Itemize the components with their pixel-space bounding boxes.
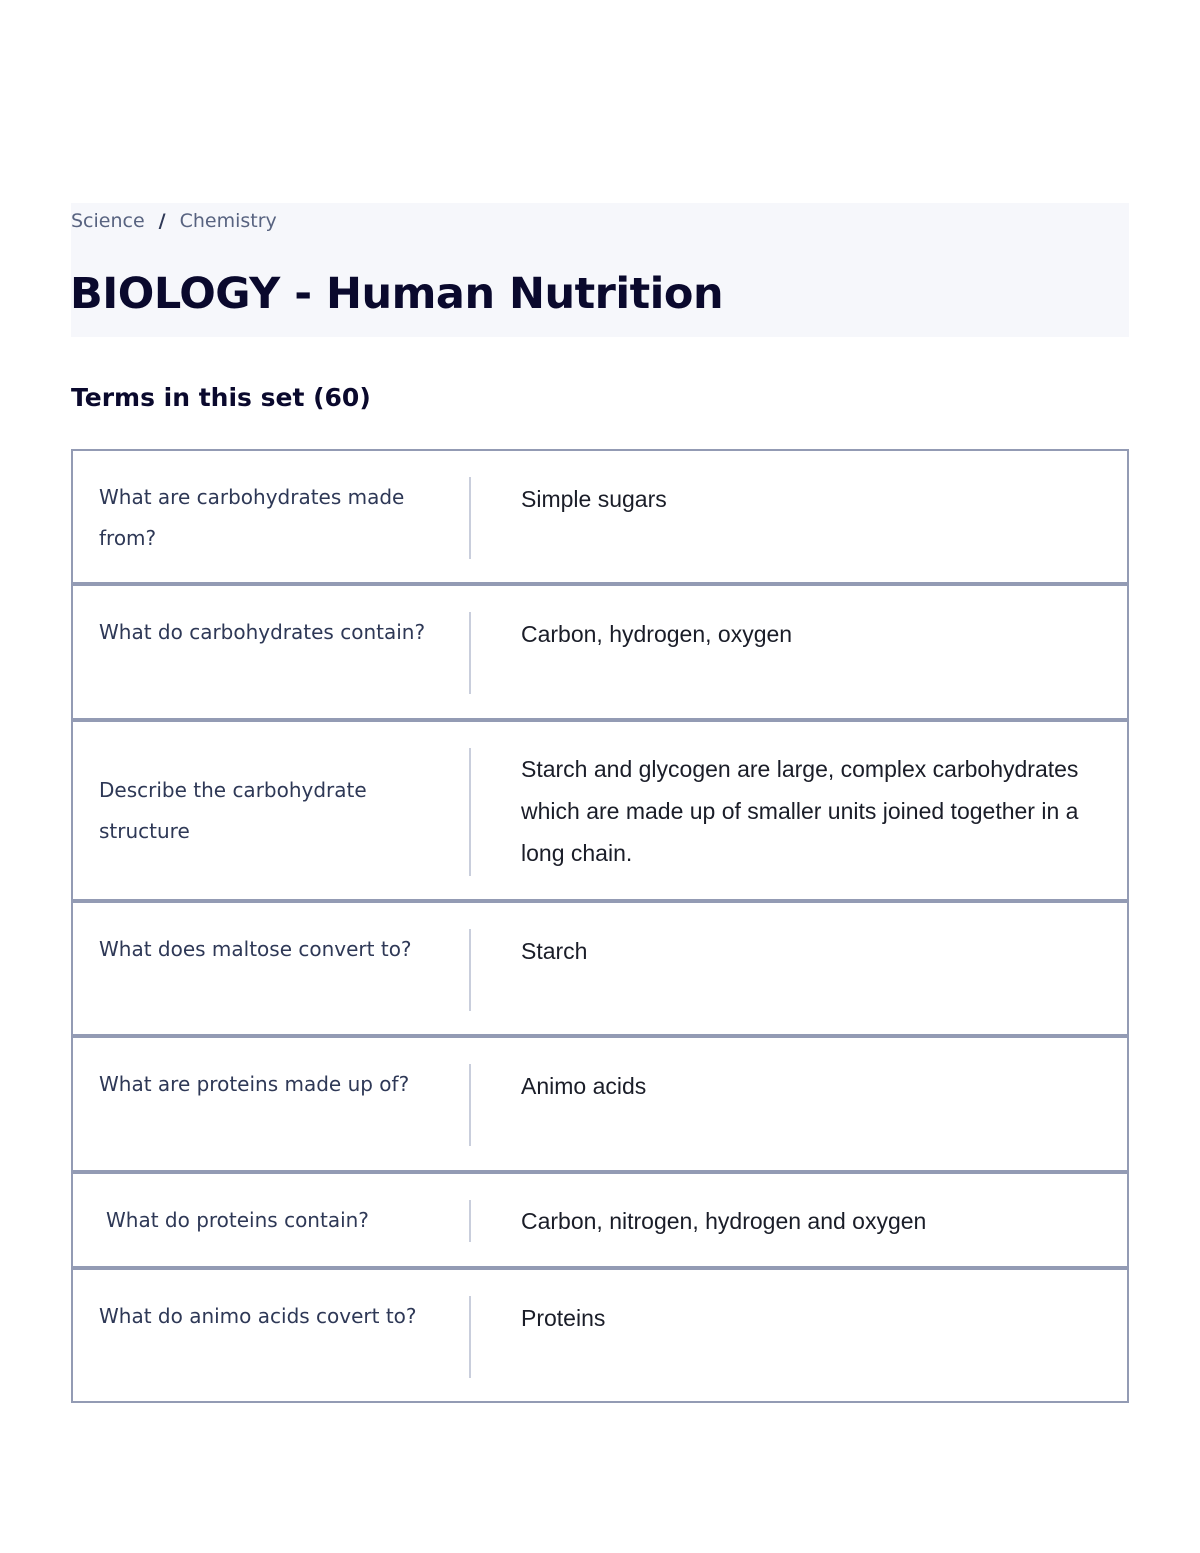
card-definition: Simple sugars [521,486,667,512]
breadcrumb [71,207,277,235]
term-card[interactable] [71,901,1129,1036]
card-definition: Animo acids [521,1073,647,1099]
card-definition: Starch and glycogen are large, complex carbohydrates which are made up of smaller units joined together in a long chain. [521,756,1079,866]
card-term: What does maltose convert to? [99,937,412,961]
term-card[interactable] [71,1268,1129,1403]
card-term: What do proteins contain? [106,1208,369,1232]
term-card[interactable] [71,1036,1129,1172]
card-term: What do animo acids covert to? [99,1304,417,1328]
card-term: What are carbohydrates made from? [99,485,405,550]
card-divider [469,929,471,1011]
card-divider [469,1200,471,1242]
card-definition: Starch [521,938,588,964]
term-card-list [71,449,1129,1403]
card-divider [469,748,471,876]
card-term: What are proteins made up of? [99,1072,410,1096]
card-divider [469,612,471,694]
card-definition: Carbon, hydrogen, oxygen [521,621,793,647]
term-card[interactable] [71,584,1129,720]
breadcrumb-separator: / [158,210,166,232]
page-title: BIOLOGY - Human Nutrition [70,269,724,319]
card-divider [469,1064,471,1146]
card-term: Describe the carbohydrate structure [99,778,367,843]
card-definition: Proteins [521,1305,606,1331]
terms-heading: Terms in this set (60) [71,383,371,412]
breadcrumb-item-science[interactable]: Science [71,210,145,232]
card-divider [469,1296,471,1378]
card-term: What do carbohydrates contain? [99,620,426,644]
breadcrumb-item-chemistry[interactable]: Chemistry [179,210,277,232]
term-card[interactable] [71,720,1129,901]
card-definition: Carbon, nitrogen, hydrogen and oxygen [521,1208,927,1234]
term-card[interactable] [71,449,1129,584]
term-card[interactable] [71,1172,1129,1268]
card-divider [469,477,471,559]
